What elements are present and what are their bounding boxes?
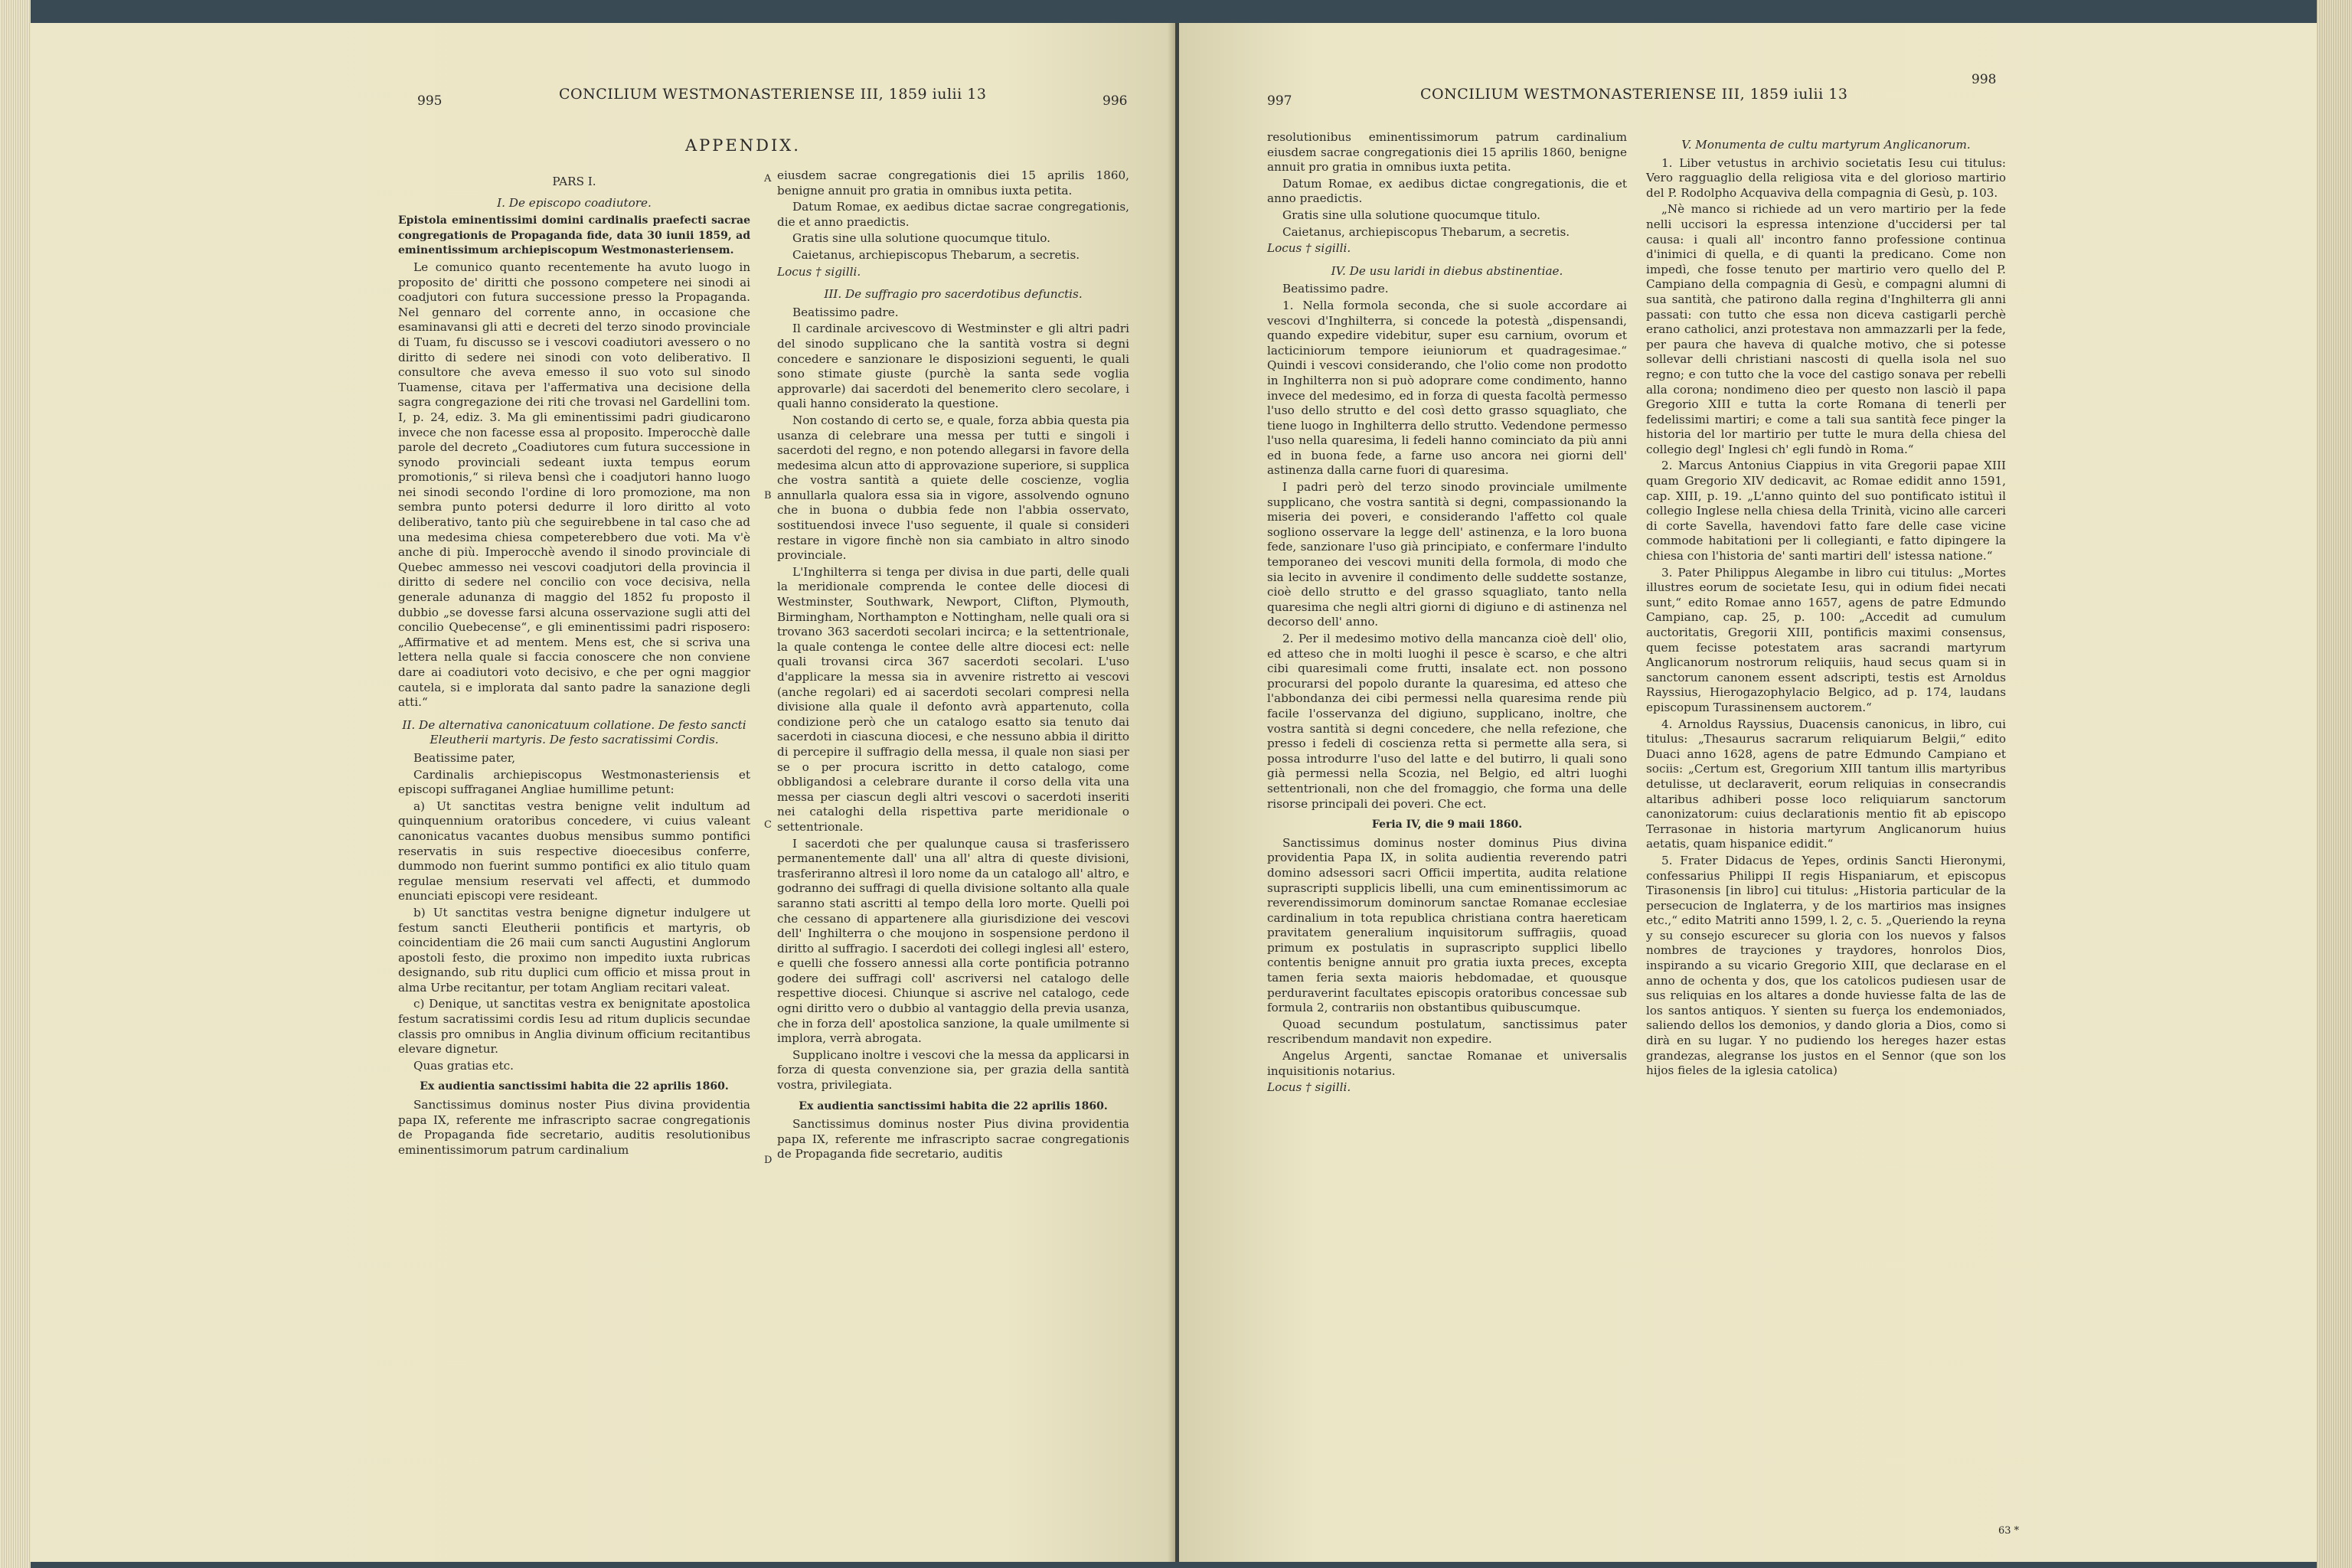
paragraph: L'Inghilterra si tenga per divisa in due parti, delle quali la meridionale comprenda le contee delle diocesi di Westminster, Southwark, Newport, Clifton, Plymouth, Birmingham, Northampton e Nottingham, nelle quali ora si trovano 363 sacerdoti secolari incirca; e la settentrionale, la quale contenga le contee delle altre diocesi ect: nelle quali trovansi circa 367 sacerdoti secolari. L'uso d'applicare la messa sia in avvenire ristretto ai vescovi (anche regolari) ed ai sacerdoti secolari compresi nella divisione alla quale il defonto avrà appartenuto, colla condizione però che un catalogo esatto sia tenuto dai sacerdoti in ciascuna diocesi, e che nessuno abbia il diritto di percepire il suffragio della messa, il quale non siasi per se o per procura iscritto in detto catalogo, come obbligandosi a celebrare durante il corso della vita una messa per ciascun degli altri vescovi o sacerdoti inseriti nei cataloghi della rispettiva parte meridionale o settentrionale.	[777, 564, 1129, 834]
paragraph: 4. Arnoldus Rayssius, Duacensis canonicus, in libro, cui titulus: „Thesaurus sacrarum reliquiarum Belgii,“ edito Duaci anno 1628, agens de patre Edmundo Campiano et sociis: „Certum est, Gregorium XIII tantum illis martyribus detulisse, ut declaraverit, eorum reliquias in consecrandis altaribus adhiberi posse loco reliquiarum sanctorum canonizatorum: cuius declarationis mentio fit ab episcopo Terrasonae in historia martyrum Anglicanorum huius aetatis, quam hispanice edidit.“	[1646, 717, 2006, 851]
pars-heading: PARS I.	[552, 175, 596, 188]
margin-letter-b: B	[764, 490, 772, 501]
paragraph: Beatissimo padre.	[792, 305, 899, 319]
paragraph: Non costando di certo se, e quale, forza abbia questa pia usanza di celebrare una messa per tutti e singoli i sacerdoti del regno, e non potendo allegarsi in favore della medesima alcun atto di approvazione superiore, si supplica che vostra santità a quiete delle coscienze, voglia annullarla qualora essa sia in vigore, assolvendo ognuno che in buona o dubbia fede non l'abbia osservato, sostituendosi invece l'uso seguente, il quale si consideri restare in vigore finchè non sia cambiato in altro sinodo provinciale.	[777, 413, 1129, 563]
paragraph: Beatissimo padre.	[1282, 282, 1389, 296]
feria-heading: Feria IV, die 9 maii 1860.	[1371, 818, 1523, 831]
audientia-heading: Ex audientia sanctissimi habita die 22 aprilis 1860.	[420, 1080, 729, 1093]
running-header-right: CONCILIUM WESTMONASTERIENSE III, 1859 iulii 13	[1420, 86, 1848, 103]
paragraph: Il cardinale arcivescovo di Westminster e gli altri padri del sinodo supplicano che la santità vostra si degni concedere e sanzionare le disposizioni seguenti, le quali sono stimate giuste (purchè la santa sede voglia approvarle) dai sacerdoti del benemerito clero secolare, i quali hanno considerato la questione.	[777, 322, 1129, 411]
paragraph: Sanctissimus dominus noster dominus Pius divina providentia Papa IX, in solita audientia reverendo patri domino adsessori sacri Officii impertita, audita relatione suprascripti supplicis libelli, una cum eminentissimorum ac reverendissimorum dominorum sanctae Romanae ecclesiae cardinalium in tota republica christiana contra haereticam pravitatem generalium inquisitorum suffragiis, quoad primum ex postulatis in suprascripto supplici libello contentis benigne annuit pro gratia iuxta preces, excepta tamen feria sexta maioris hebdomadae, et quousque perduraverint facultates episcopis oratoribus concessae sub formula 2, contrariis non obstantibus quibuscumque.	[1267, 835, 1627, 1015]
paragraph: b) Ut sanctitas vestra benigne dignetur indulgere ut festum sancti Eleutherii pontificis et martyris, ob coincidentiam die 26 maii cum sancti Augustini Anglorum apostoli festo, die proximo non impedito iuxta rubricas designando, sub ritu duplici cum officio et missa prout in alma Urbe recitantur, per totam Angliam recitari valeat.	[398, 905, 750, 995]
paragraph: 2. Per il medesimo motivo della mancanza cioè dell' olio, ed atteso che in molti luoghi il pesce è scarso, e che altri cibi quaresimali come frutti, insalate ect. non possono procurarsi del popolo durante la quaresima, ed atteso che l'abbondanza dei cibi permessi nella quaresima rende più facile l'osservanza del digiuno, supplicano, inoltre, che vostra santità si degni concedere, che nella refezione, che presso i fedeli di coscienza retta si permette alla sera, si possa introdurre l'uso del latte e del butirro, li quali sono già permessi nella Scozia, nel Belgio, ed altri luoghi settentrionali, non che del fromaggio, che forma una delle risorse principali dei poveri. Che ect.	[1267, 632, 1627, 811]
paragraph: Cardinalis archiepiscopus Westmonasteriensis et episcopi suffraganei Angliae humillime petunt:	[398, 767, 750, 797]
paragraph: Le comunico quanto recentemente ha avuto luogo in proposito de' diritti che possono competere nei sinodi ai coadjutori con futura successione presso la Propaganda. Nel gennaro del corrente anno, in occasione che esaminavansi gli atti e decreti del terzo sinodo provinciale di Tuam, fu discusso se i vescovi coadiutori avessero o no diritto di sedere nei sinodi con voto deliberativo. Il consultore che aveva emesso il suo voto sul sinodo Tuamense, citava per l'affermativa una decisione della sagra congregazione dei riti che trovasi nel Gardellini tom. I, p. 24, ediz. 3. Ma gli eminentissimi padri giudicarono invece che non facesse essa al proposito. Imperocchè dalle parole del decreto „Coadiutores cum futura successione in synodo provinciali sedeant iuxta tempus eorum promotionis,“ si rileva bensì che i coadjutori hanno luogo nei sinodi secondo l'ordine di loro promozione, ma non sembra punto potersi dedurre il loro diritto al voto deliberativo, tanto più che seguirebbene in tal caso che ad una medesima chiesa competerebbero due voti. Ma v'è anche di più. Imperocchè avendo il sinodo provinciale di Quebec ammesso nei vescovi coadjutori della provincia il diritto di sedere nel concilio con voce decisiva, nella generale adunanza di maggio del 1852 fu proposto il dubbio „se dovesse farsi alcuna osservazione sugli atti del concilio Quebecense“, e gli eminentissimi padri risposero: „Affirmative et ad mentem. Mens est, che si scriva una lettera nella quale si faccia conoscere che non conviene dare ai coadiutori voto decisivo, e che per ogni maggior cautela, si e implorata dal santo padre la sanazione degli atti.“	[398, 260, 750, 710]
signature-mark: 63 *	[1998, 1525, 2020, 1537]
section-heading-2: II. De alternativa canonicatuum collatione. De festo sancti Eleutherii martyris. De festo sacratissimi Cordis.	[402, 717, 746, 747]
paragraph: 5. Frater Didacus de Yepes, ordinis Sancti Hieronymi, confessarius Philippi II regis Hispaniarum, et episcopus Tirasonensis [in libro] cui titulus: „Historia particular de la persecucion de Inglaterra, y de los martirios mas insignes etc.,“ edito Matriti anno 1599, l. 2, c. 5. „Queriendo la reyna y su consejo escurecer su gloria con los nuevos y falsos nombres de trayciones y traydores, honrolos Dios, inspirando a su vicario Gregorio XIII, que declarase en el anno de ochenta y dos, que los catolicos pudiesen usar de sus reliquias en los altares a donde huviesse falta de las de los santos antiquos. Y sienten su fuerça los endemoniados, saliendo dellos los demonios, y dando gloria a Dios, como si dirà en su lugar. Y no pudiendo los hereges hazer estas grandezas, alegranse los justos en el Sennor (que son los hijos fieles de la iglesia catolica)	[1646, 853, 2006, 1078]
page-number-995: 995	[417, 93, 443, 109]
paragraph: I sacerdoti che per qualunque causa si trasferissero permanentemente dall' una all' altra di queste divisioni, trasferiranno altresì il loro nome da un catalogo all' altro, e godranno dei suffragi di quella divisione soltanto alla quale saranno stati ascritti al tempo della loro morte. Quelli poi che cessano di appartenere alla giurisdizione dei vescovi dell' Inghilterra o che moujono in sospensione perdono il diritto al suffragio. I sacerdoti dei collegi inglesi all' estero, e quelli che fossero annessi alla corte pontificia potranno godere dei suffragi coll' ascriversi nel catalogo delle respettive diocesi. Chiunque si ascrive nel catalogo, cede ogni diritto vero o dubbio al vantaggio della previa usanza, che in forza dell' apostolica sanzione, la quale umilmente si implora, verrà abrogata.	[777, 836, 1129, 1046]
margin-letter-d: D	[764, 1155, 773, 1166]
section-heading-5: V. Monumenta de cultu martyrum Anglicanorum.	[1681, 138, 1971, 152]
paragraph: Gratis sine ulla solutione quocumque titulo.	[1282, 207, 1540, 222]
paragraph: eiusdem sacrae congregationis diei 15 aprilis 1860, benigne annuit pro gratia in omnibus iuxta petita.	[777, 168, 1129, 198]
paragraph: Sanctissimus dominus noster Pius divina providentia papa IX, referente me infrascripto sacrae congregationis de Propaganda fide secretario, auditis resolutionibus eminentissimorum patrum cardinalium	[398, 1098, 750, 1157]
paragraph: a) Ut sanctitas vestra benigne velit indultum ad quinquennium oratoribus concedere, vi cuius valeant canonicatus vacantes duobus mensibus summo pontifici reservatis in suis respective dioecesibus conferre, dummodo non fuerint summo pontifici ex alio titulo quam regulae mensium reservati vel affecti, et dummodo enunciati episcopi vere resideant.	[398, 799, 750, 903]
column-2	[777, 168, 1129, 1164]
paragraph: resolutionibus eminentissimorum patrum cardinalium eiusdem sacrae congregationis diei 15 aprilis 1860, benigne annuit pro gratia in omnibus iuxta petita.	[1267, 130, 1627, 175]
paragraph: 1. Liber vetustus in archivio societatis Iesu cui titulus: Vero ragguaglio della religiosa vita e del glorioso martirio del P. Rodolpho Acquaviva della compagnia di Gesù, p. 103.	[1646, 155, 2006, 200]
running-header-left: CONCILIUM WESTMONASTERIENSE III, 1859 iulii 13	[559, 86, 987, 103]
paragraph: Caietanus, archiepiscopus Thebarum, a secretis.	[792, 247, 1080, 262]
paragraph: Supplicano inoltre i vescovi che la messa da applicarsi in forza di questa convenzione sia, per grazia della santità vostra, privilegiata.	[777, 1047, 1129, 1093]
paragraph: I padri però del terzo sinodo provinciale umilmente supplicano, che vostra santità si degni, compassionando la miseria dei poveri, e considerando l'affetto col quale sogliono osservare la legge dell' astinenza, e la loro buona fede, sanzionare l'uso già principiato, e confermare l'indulto temporaneo dei vescovi muniti della formola, di modo che sia lecito in avvenire il condimento delle suddette sostanze, cioè dello strutto e del grasso squagliato, tanto nella quaresima che negli altri giorni di digiuno e di astinenza nel decorso dell' anno.	[1267, 480, 1627, 629]
paragraph: Quas gratias etc.	[413, 1058, 514, 1073]
column-4	[1646, 130, 2006, 1080]
section-heading-4: IV. De usu laridi in diebus abstinentiae.	[1331, 263, 1563, 278]
paragraph: 2. Marcus Antonius Ciappius in vita Gregorii papae XIII quam Gregorio XIV dedicavit, ac Romae edidit anno 1591, cap. XIII, p. 19. „L'anno quinto del suo pontificato istituì il collegio Inglese nella chiesa della Trinità, vicino alle carceri di corte Savella, havendovi fatto fare delle case vicine commode habitationi per li collegianti, e fatto dipingere la chiesa con l'historia de' santi martiri dell' istessa natione.“	[1646, 459, 2006, 564]
paragraph: Gratis sine ulla solutione quocumque titulo.	[792, 231, 1050, 246]
paragraph: Quoad secundum postulatum, sanctissimus pater rescribendum mandavit non expedire.	[1267, 1017, 1627, 1047]
paragraph: c) Denique, ut sanctitas vestra ex benignitate apostolica festum sacratissimi cordis Iesu ad ritum duplicis secundae classis pro omnibus in Anglia divinum officium recitantibus elevare dignetur.	[398, 997, 750, 1057]
paragraph: 1. Nella formola seconda, che si suole accordare ai vescovi d'Inghilterra, si concede la potestà „dispensandi, quando expedire videbitur, super esu carnium, ovorum et lacticiniorum tempore ieiuniorum et quadragesimae.“ Quindi i vescovi considerando, che l'olio come non prodotto in Inghilterra non si può adoprare come condimento, hanno invece del medesimo, ed in forza di questa facoltà permesso l'uso dello strutto e del così detto grasso squagliato, che tiene luogo in Inghilterra dello strutto. Vedendone permesso l'uso nella quaresima, li fedeli hanno cominciato da più anni ed in buona fede, a farne uso ancora nei giorni dell' astinenza dalla carne fuori di quaresima.	[1267, 298, 1627, 478]
margin-letter-c: C	[764, 819, 772, 831]
book-page-edges-right	[2317, 0, 2352, 1568]
book-page-edges-left	[0, 0, 31, 1568]
paragraph: Sanctissimus dominus noster Pius divina providentia papa IX, referente me infrascripto sacrae congregationis de Propaganda fide secretario, auditis	[777, 1117, 1129, 1161]
page-number-996: 996	[1102, 93, 1128, 109]
locus-sigilli: Locus † sigilli.	[1267, 241, 1351, 256]
audientia-heading: Ex audientia sanctissimi habita die 22 aprilis 1860.	[799, 1099, 1108, 1112]
right-page	[1179, 23, 2317, 1562]
paragraph: 3. Pater Philippus Alegambe in libro cui titulus: „Mortes illustres eorum de societate Iesu, qui in odium fidei necati sunt,“ edito Romae anno 1657, agens de patre Edmundo Campiano, cap. 25, p. 100: „Accedit ad cumulum auctoritatis, Gregorii XIII, pontificis maximi consensus, quem fecisse potestatem aras sacrandi martyrum Anglicanorum nostrorum reliquiis, haud secus quam si in sanctorum canonem essent adscripti, testis est Arnoldus Rayssius, Hierogazophylacio Belgico, ad p. 174, laudans episcopum Turassinensem auctorem.“	[1646, 565, 2006, 714]
paragraph: Beatissime pater,	[413, 750, 516, 765]
locus-sigilli: Locus † sigilli.	[1267, 1080, 1351, 1095]
paragraph: Caietanus, archiepiscopus Thebarum, a secretis.	[1282, 224, 1570, 239]
paragraph: Angelus Argenti, sanctae Romanae et universalis inquisitionis notarius.	[1267, 1049, 1627, 1078]
epistola-heading: Epistola eminentissimi domini cardinalis praefecti sacrae congregationis de Propaganda fide, data 30 iunii 1859, ad eminentissimum archiepiscopum Westmonasteriensem.	[398, 214, 750, 257]
paragraph: Datum Romae, ex aedibus dictae congregationis, die et anno praedictis.	[1267, 176, 1627, 206]
page-number-998: 998	[1971, 72, 1997, 87]
paragraph: Datum Romae, ex aedibus dictae sacrae congregationis, die et anno praedictis.	[777, 200, 1129, 229]
left-page	[31, 23, 1175, 1562]
paragraph: „Nè manco si richiede ad un vero martirio per la fede nelli uccisori la espressa intenzione d'uccidersi per tal causa: i quali all' incontro fanno professione continua d'inimici di quella, e di quanti la predicano. Come non impedì, che fosse tenuto per martirio vero quello del P. Campiano della compagnia di Gesù, e compagni alumni di sua santità, che patirono dalla regina d'Inghilterra gli anni passati: con tutto che essa non diceva castigarli perchè erano catholici, anzi protestava non ammazzarli per la fede, per paura che haveva di qualche motivo, che si potesse sollevar delli christiani nascosti di quella isola nel suo regno; e con tutto che la voce del castigo sonava per rebelli alla corona; nondimeno dieo per questo non lasciò il papa Gregorio XIII e tutta la corte Romana di tenerli per fedelissimi martiri; e come a tali sua santità fece pinger la historia del lor martirio per tutte le mura della chiesa del collegio degl' Inglesi ch' egli fundò in Roma.“	[1646, 202, 2006, 456]
section-heading-3: III. De suffragio pro sacerdotibus defunctis.	[824, 287, 1083, 302]
locus-sigilli: Locus † sigilli.	[777, 264, 861, 279]
margin-letter-a: A	[764, 173, 772, 185]
appendix-title: APPENDIX.	[685, 136, 801, 155]
page-number-997: 997	[1267, 93, 1292, 109]
section-heading-1: I. De episcopo coadiutore.	[497, 195, 652, 210]
column-1	[398, 168, 750, 1159]
column-3	[1267, 130, 1627, 1097]
